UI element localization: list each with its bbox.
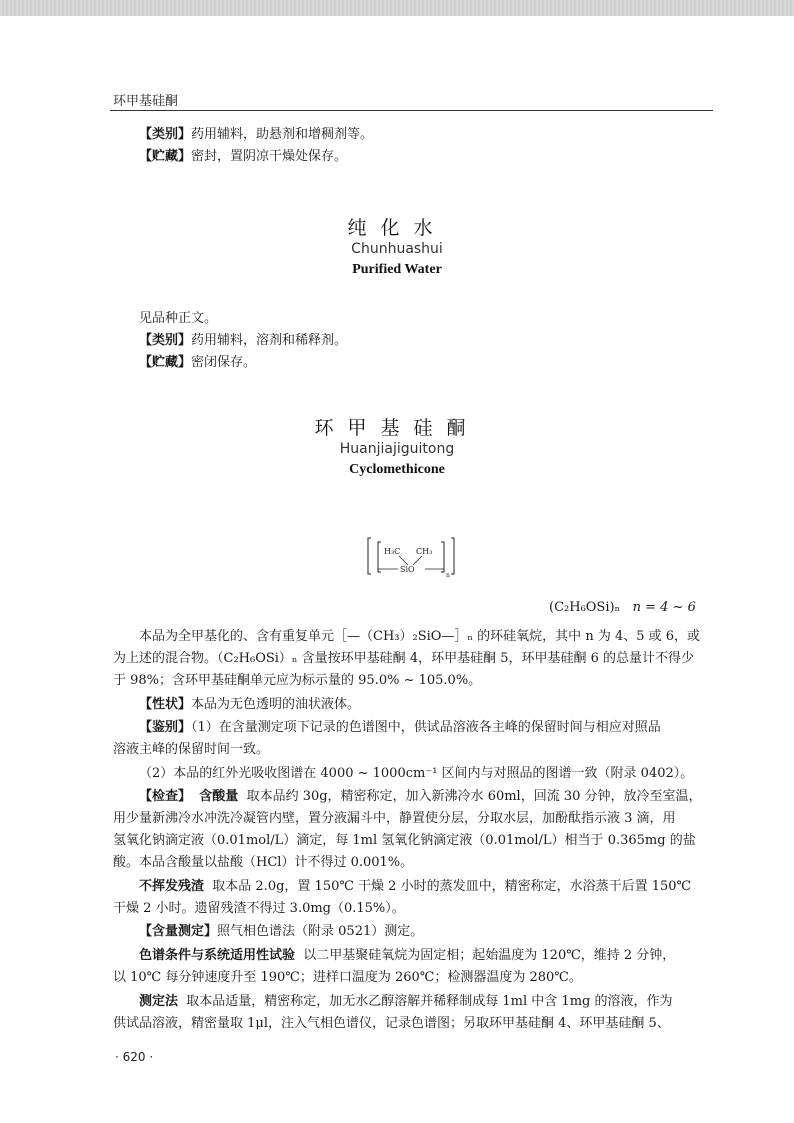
purified-water-category-label: 【类别】: [139, 333, 192, 348]
prev-storage-line: [113, 146, 713, 168]
structure-subscript: n: [446, 572, 450, 578]
cyclomethicone-title-pinyin: Huanjiajiguitong: [339, 441, 455, 457]
purified-water-see-text: 见品种正文。: [139, 311, 218, 326]
identification-line-1: [113, 717, 713, 739]
properties-line: [113, 694, 713, 716]
purified-water-title-pinyin: Chunhuashui: [351, 241, 443, 257]
chrom-text-1: 以二甲基聚硅氧烷为固定相；起始温度为 120℃，维持 2 分钟，: [303, 948, 676, 963]
properties-label: 【性状】: [139, 697, 192, 712]
properties-text: 本品为无色透明的油状液体。: [191, 697, 361, 712]
inner-bracket-left: [378, 542, 381, 572]
scan-top-band: [0, 0, 794, 16]
identification-text-1: （1）在含量测定项下记录的色谱图中，供试品溶液各主峰的保留时间与相应对照品: [191, 720, 661, 735]
outer-bracket-right: [451, 538, 454, 574]
prev-category-line: [113, 124, 713, 146]
assay-line: [113, 921, 713, 943]
purified-water-title-cn: 纯化水: [347, 217, 447, 239]
chrom-line-2: 以 10℃ 每分钟速度升至 190℃；进样口温度为 260℃；检测器温度为 280℃。: [113, 970, 582, 985]
chrom-line-1: [113, 945, 713, 967]
structure-center: SiO: [400, 565, 415, 574]
structure-left-group: H₃C: [384, 547, 401, 556]
purified-water-storage-label: 【贮藏】: [139, 355, 192, 370]
residue-text-1: 取本品 2.0g，置 150℃ 干燥 2 小时的蒸发皿中，精密称定，水浴蒸干后置 150℃: [212, 879, 692, 894]
acidity-line-4: 酸。本品含酸量以盐酸（HCl）计不得过 0.001%。: [113, 855, 414, 870]
acidity-line-1: [113, 786, 713, 808]
acidity-text-1: 取本品约 30g，精密称定，加入新沸冷水 60ml，回流 30 分钟，放冷至室温，: [246, 789, 702, 804]
page-number: · 620 ·: [115, 1050, 154, 1064]
residue-line-2: 干燥 2 小时。遗留残渣不得过 3.0mg（0.15%）。: [113, 901, 405, 916]
molecular-formula-line: [549, 600, 696, 615]
residue-label: 不挥发残渣: [139, 879, 205, 894]
intro-line-1: 本品为全甲基化的、含有重复单元［—（CH₃）₂SiO—］ₙ 的环硅氧烷，其中 n 为 4、5 或 6，或: [139, 629, 701, 644]
bond-left: [399, 556, 408, 565]
check-label: 【检查】: [139, 789, 192, 804]
molecular-formula: (C₂H₆OSi)ₙ: [549, 600, 621, 615]
method-label: 测定法: [139, 994, 179, 1009]
intro-line-3: 于 98%；含环甲基硅酮单元应为标示量的 95.0% ~ 105.0%。: [113, 673, 482, 688]
chrom-label: 色谱条件与系统适用性试验: [139, 948, 296, 963]
purified-water-storage-line: [113, 352, 713, 374]
purified-water-title-en: Purified Water: [352, 262, 442, 277]
acidity-line-2: 用少量新沸冷水冲洗冷凝管内壁，置分液漏斗中，静置使分层，分取水层，加酚酞指示液 3 滴，用: [113, 811, 676, 826]
structural-formula: [367, 534, 461, 578]
prev-storage-text: 密封，置阴凉干燥处保存。: [191, 149, 348, 164]
purified-water-storage-text: 密闭保存。: [191, 355, 257, 370]
purified-water-category-line: [113, 330, 713, 352]
method-line-2: 供试品溶液，精密量取 1μl，注入气相色谱仪，记录色谱图；另取环甲基硅酮 4、环甲基硅酮 5、: [113, 1016, 670, 1031]
prev-category-text: 药用辅料，助悬剂和增稠剂等。: [191, 127, 374, 142]
outer-bracket-left: [368, 538, 371, 574]
residue-line-1: [113, 876, 713, 898]
running-header: 环甲基硅酮: [113, 94, 179, 109]
acidity-label: 含酸量: [199, 789, 239, 804]
cyclomethicone-title-cn: 环甲基硅酮: [314, 417, 480, 439]
assay-text: 照气相色谱法（附录 0521）测定。: [217, 924, 424, 939]
bond-right: [413, 556, 422, 565]
intro-line-2: 为上述的混合物。（C₂H₆OSi）ₙ 含量按环甲基硅酮 4，环甲基硅酮 5，环甲基硅酮 6 的总量计不得少: [113, 651, 695, 666]
purified-water-category-text: 药用辅料，溶剂和稀释剂。: [191, 333, 348, 348]
prev-storage-label: 【贮藏】: [139, 149, 192, 164]
formula-n-range: n = 4 ~ 6: [632, 600, 696, 615]
acidity-line-3: 氢氧化钠滴定液（0.01mol/L）滴定，每 1ml 氢氧化钠滴定液（0.01mol/L）相当于 0.365mg 的盐: [113, 833, 696, 848]
header-rule: [110, 110, 713, 111]
prev-category-label: 【类别】: [139, 127, 192, 142]
method-text-1: 取本品适量，精密称定，加无水乙醇溶解并稀释制成每 1ml 中含 1mg 的溶液，作为: [186, 994, 673, 1009]
method-line-1: [113, 991, 713, 1013]
structure-right-group: CH₃: [416, 547, 433, 556]
identification-item-2: （2）本品的红外光吸收图谱在 4000 ~ 1000cm⁻¹ 区间内与对照品的图谱一致（附录 0402）。: [139, 766, 694, 781]
cyclomethicone-title-en: Cyclomethicone: [349, 462, 445, 477]
identification-line-2: 溶液主峰的保留时间一致。: [113, 742, 270, 757]
identification-label: 【鉴别】: [139, 720, 192, 735]
assay-label: 【含量测定】: [139, 924, 218, 939]
inner-bracket-right: [441, 542, 444, 572]
